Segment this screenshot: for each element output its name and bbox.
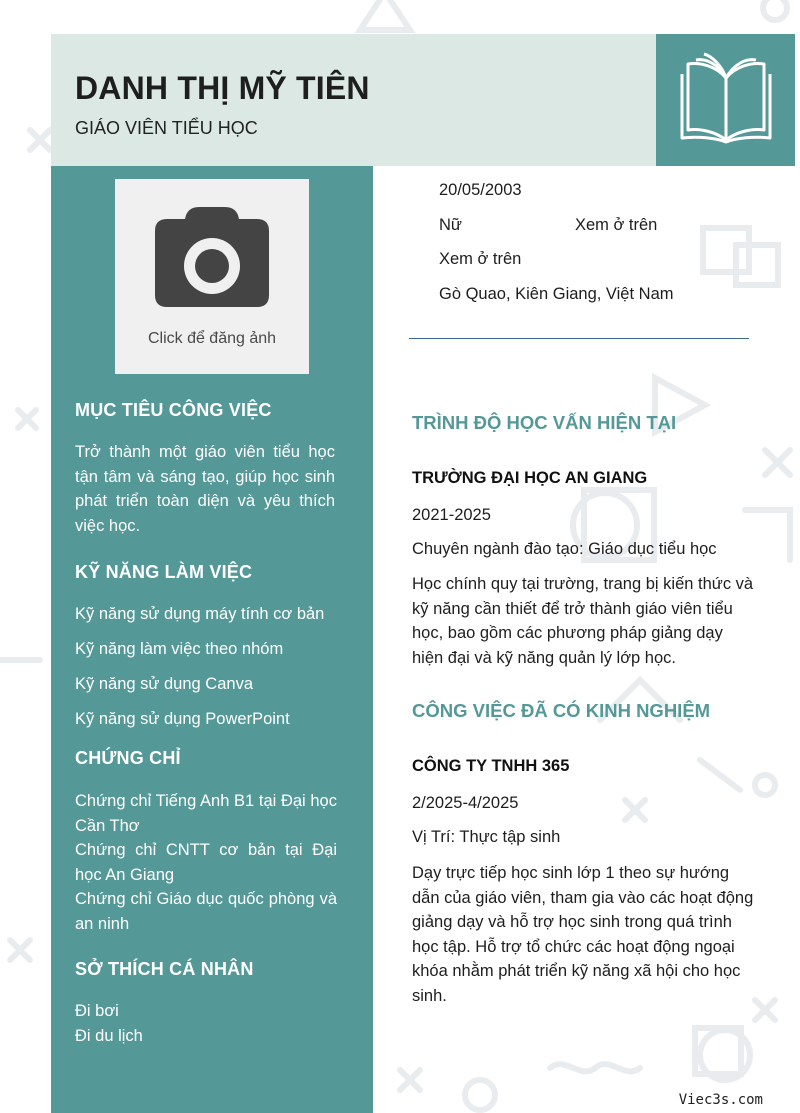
skill-item: Kỹ năng làm việc theo nhóm (75, 640, 284, 658)
candidate-name: DANH THỊ MỸ TIÊN (75, 70, 370, 106)
skill-item: Kỹ năng sử dụng PowerPoint (75, 710, 290, 728)
contact-info: Xem ở trên (439, 250, 522, 268)
education-description: Học chính quy tại trường, trang bị kiến thức và kỹ năng cần thiết để trở thành giáo viên tiểu học, bao gồm các phương pháp giảng dạy hiện đại và kỹ năng quản lý lớp học. (412, 575, 754, 667)
photo-upload-label: Click để đăng ảnh (147, 330, 277, 347)
experience-period: 2/2025-4/2025 (412, 794, 519, 812)
certificates-heading: CHỨNG CHỈ (75, 748, 181, 768)
job-title: GIÁO VIÊN TIỂU HỌC (75, 118, 258, 138)
hobby-item: Đi du lịch (75, 1026, 143, 1045)
sidebar (51, 166, 373, 1113)
company-name: CÔNG TY TNHH 365 (412, 757, 570, 775)
hobby-item: Đi bơi (75, 1002, 119, 1020)
objective-heading: MỤC TIÊU CÔNG VIỆC (75, 400, 272, 420)
education-major: Chuyên ngành đào tạo: Giáo dục tiểu học (412, 540, 717, 558)
main-content (373, 166, 800, 1113)
address: Gò Quao, Kiên Giang, Việt Nam (439, 285, 674, 303)
skill-item: Kỹ năng sử dụng máy tính cơ bản (75, 605, 325, 623)
experience-position: Vị Trí: Thực tập sinh (412, 828, 561, 846)
camera-icon (153, 207, 271, 311)
photo-upload-placeholder[interactable] (115, 179, 309, 374)
experience-heading: CÔNG VIỆC ĐÃ CÓ KINH NGHIỆM (412, 700, 711, 721)
certificate-item: Chứng chỉ Giáo dục quốc phòng và an ninh (75, 890, 337, 933)
site-watermark: Viec3s.com (678, 1092, 763, 1108)
book-logo-box (656, 34, 795, 166)
experience-description: Dạy trực tiếp học sinh lớp 1 theo sự hướng dẫn của giáo viên, tham gia vào các hoạt động giảng dạy và hỗ trợ học sinh trong quá trình học tập. Hỗ trợ tổ chức các hoạt động ngoại khóa nhằm phát triển kỹ năng xã hội cho học sinh. (412, 864, 754, 1005)
header-banner (51, 34, 656, 166)
gender-side-note: Xem ở trên (575, 216, 658, 234)
skills-list (75, 602, 337, 742)
education-heading: TRÌNH ĐỘ HỌC VẤN HIỆN TẠI (412, 412, 677, 433)
skill-item: Kỹ năng sử dụng Canva (75, 675, 253, 693)
certificate-item: Chứng chỉ CNTT cơ bản tại Đại học An Giang (75, 841, 337, 884)
gender: Nữ (439, 216, 462, 234)
education-period: 2021-2025 (412, 506, 491, 524)
birthdate: 20/05/2003 (439, 181, 522, 199)
skills-heading: KỸ NĂNG LÀM VIỆC (75, 562, 253, 582)
hobbies-heading: SỞ THÍCH CÁ NHÂN (75, 959, 254, 979)
open-book-icon (678, 52, 774, 144)
hobbies-list (75, 999, 337, 1048)
certificates-list (75, 789, 337, 936)
objective-text: Trở thành một giáo viên tiểu học tận tâm và sáng tạo, giúp học sinh phát triển toàn diện và yêu thích việc học. (75, 443, 335, 535)
school-name: TRƯỜNG ĐẠI HỌC AN GIANG (412, 469, 648, 487)
divider (409, 338, 749, 339)
certificate-item: Chứng chỉ Tiếng Anh B1 tại Đại học Cần Thơ (75, 792, 337, 835)
